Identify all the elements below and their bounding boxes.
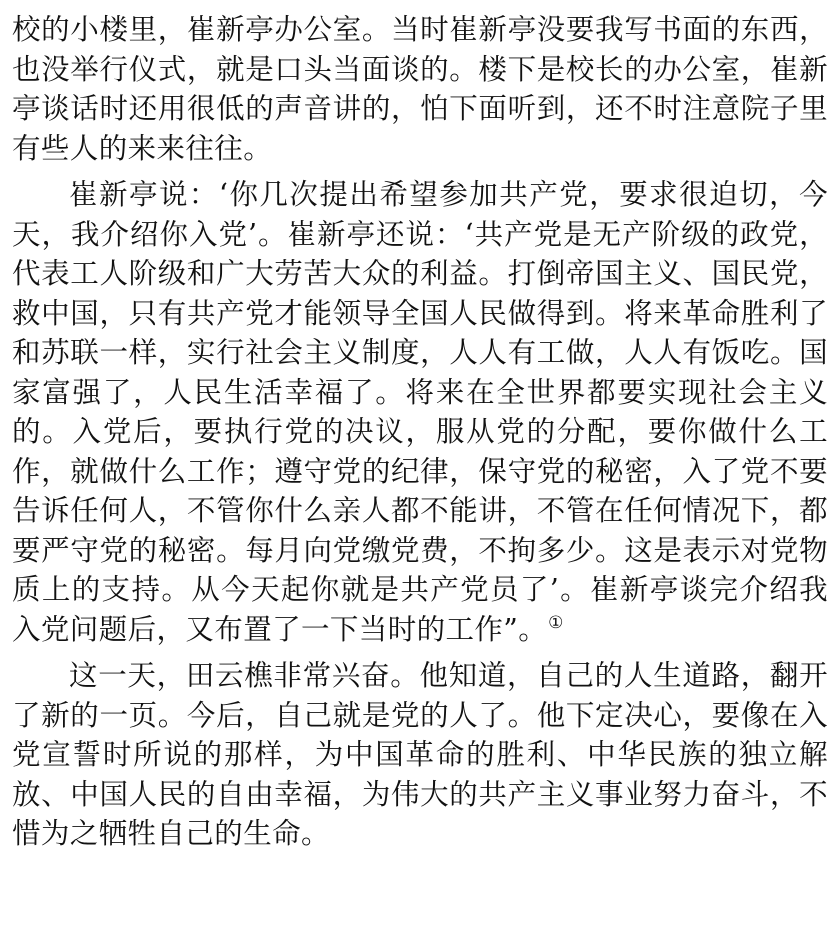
paragraph-1-text: 校的小楼里，崔新亭办公室。当时崔新亭没要我写书面的东西，也没举行仪式，就是口头当面谈的。楼下是校长的办公室，崔新亭谈话时还用很低的声音讲的，怕下面听到，还不时注意院子里有些人的来来往往。 — [12, 13, 828, 165]
paragraph-continued — [12, 10, 828, 168]
footnote-marker[interactable]: ① — [548, 613, 564, 633]
paragraph-2-text: 崔新亭说：‘你几次提出希望参加共产党，要求很迫切，今天，我介绍你入党’。崔新亭还说：‘共产党是无产阶级的政党，代表工人阶级和广大劳苦大众的利益。打倒帝国主义、国民党，救中国，只有共产党才能领导全国人民做得到。将来革命胜利了和苏联一样，实行社会主义制度，人人有工做，人人有饭吃。国家富强了，人民生活幸福了。将来在全世界都要实现社会主义的。入党后，要执行党的决议，服从党的分配，要你做什么工作，就做什么工作；遵守党的纪律，保守党的秘密，入了党不要告诉任何人，不管你什么亲人都不能讲，不管在任何情况下，都要严守党的秘密。每月向党缴党费，不拘多少。这是表示对党物质上的支持。从今天起你就是共产党员了’。崔新亭谈完介绍我入党问题后，又布置了一下当时的工作”。 — [12, 178, 828, 646]
paragraph-narrative — [12, 656, 828, 854]
paragraph-quote — [12, 175, 828, 649]
paragraph-3-text: 这一天，田云樵非常兴奋。他知道，自己的人生道路，翻开了新的一页。今后，自己就是党的人了。他下定决心，要像在入党宣誓时所说的那样，为中国革命的胜利、中华民族的独立解放、中国人民的自由幸福，为伟大的共产主义事业努力奋斗，不惜为之牺牲自己的生命。 — [12, 659, 828, 850]
